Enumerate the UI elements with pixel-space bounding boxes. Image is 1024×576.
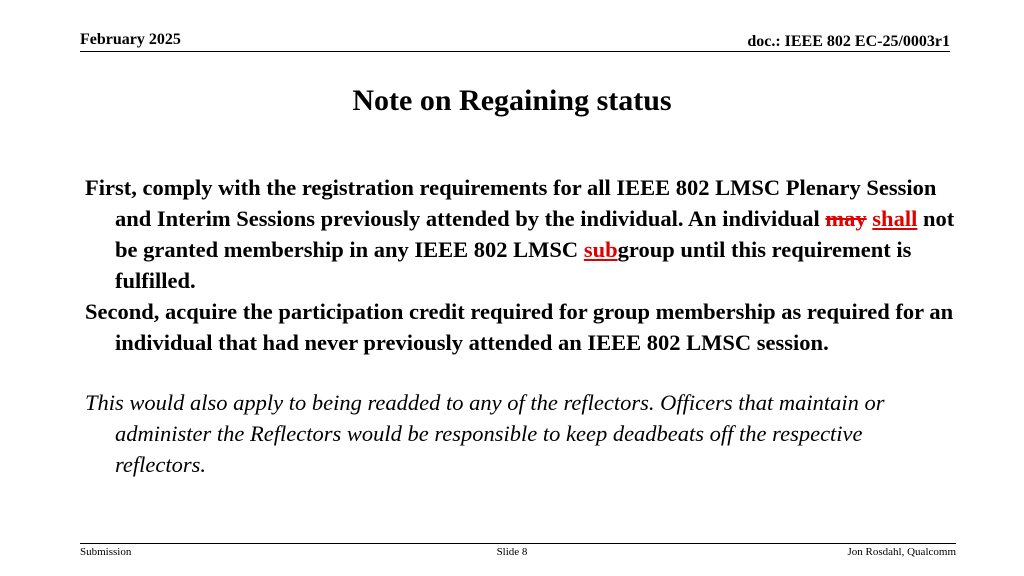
- deleted-text: may: [825, 206, 867, 231]
- slide-body: [85, 172, 955, 480]
- footer-author: Jon Rosdahl, Qualcomm: [847, 546, 956, 558]
- paragraph-first: [85, 172, 955, 296]
- p1-text-4: group until this requirement is fulfilled.: [115, 237, 912, 293]
- footer-submission: Submission: [80, 546, 132, 558]
- slide-title: Note on Regaining status: [352, 84, 672, 117]
- inserted-text: shall: [872, 206, 918, 231]
- header-doc-id: doc.: IEEE 802 EC-25/0003r1: [747, 33, 950, 50]
- header-date: February 2025: [80, 31, 181, 48]
- paragraph-second: Second, acquire the participation credit required for group membership as required for an individual that had never previously attended an IEEE 802 LMSC session.: [85, 299, 954, 355]
- header-divider: [80, 51, 950, 52]
- inserted-text-2: sub: [583, 237, 618, 262]
- footer-divider: [80, 543, 956, 544]
- p1-text-3: not be granted membership in any IEEE 802 LMSC: [115, 206, 955, 262]
- p1-text-1: First, comply with the registration requirements for all IEEE 802 LMSC Plenary Session and Interim Sessions previously attended by the individual. An individual: [85, 175, 937, 231]
- paragraph-note: This would also apply to being readded to any of the reflectors. Officers that maintain or administer the Reflectors would be responsible to keep deadbeats off the respective reflectors.: [85, 390, 885, 477]
- footer-slide-number: Slide 8: [496, 546, 528, 558]
